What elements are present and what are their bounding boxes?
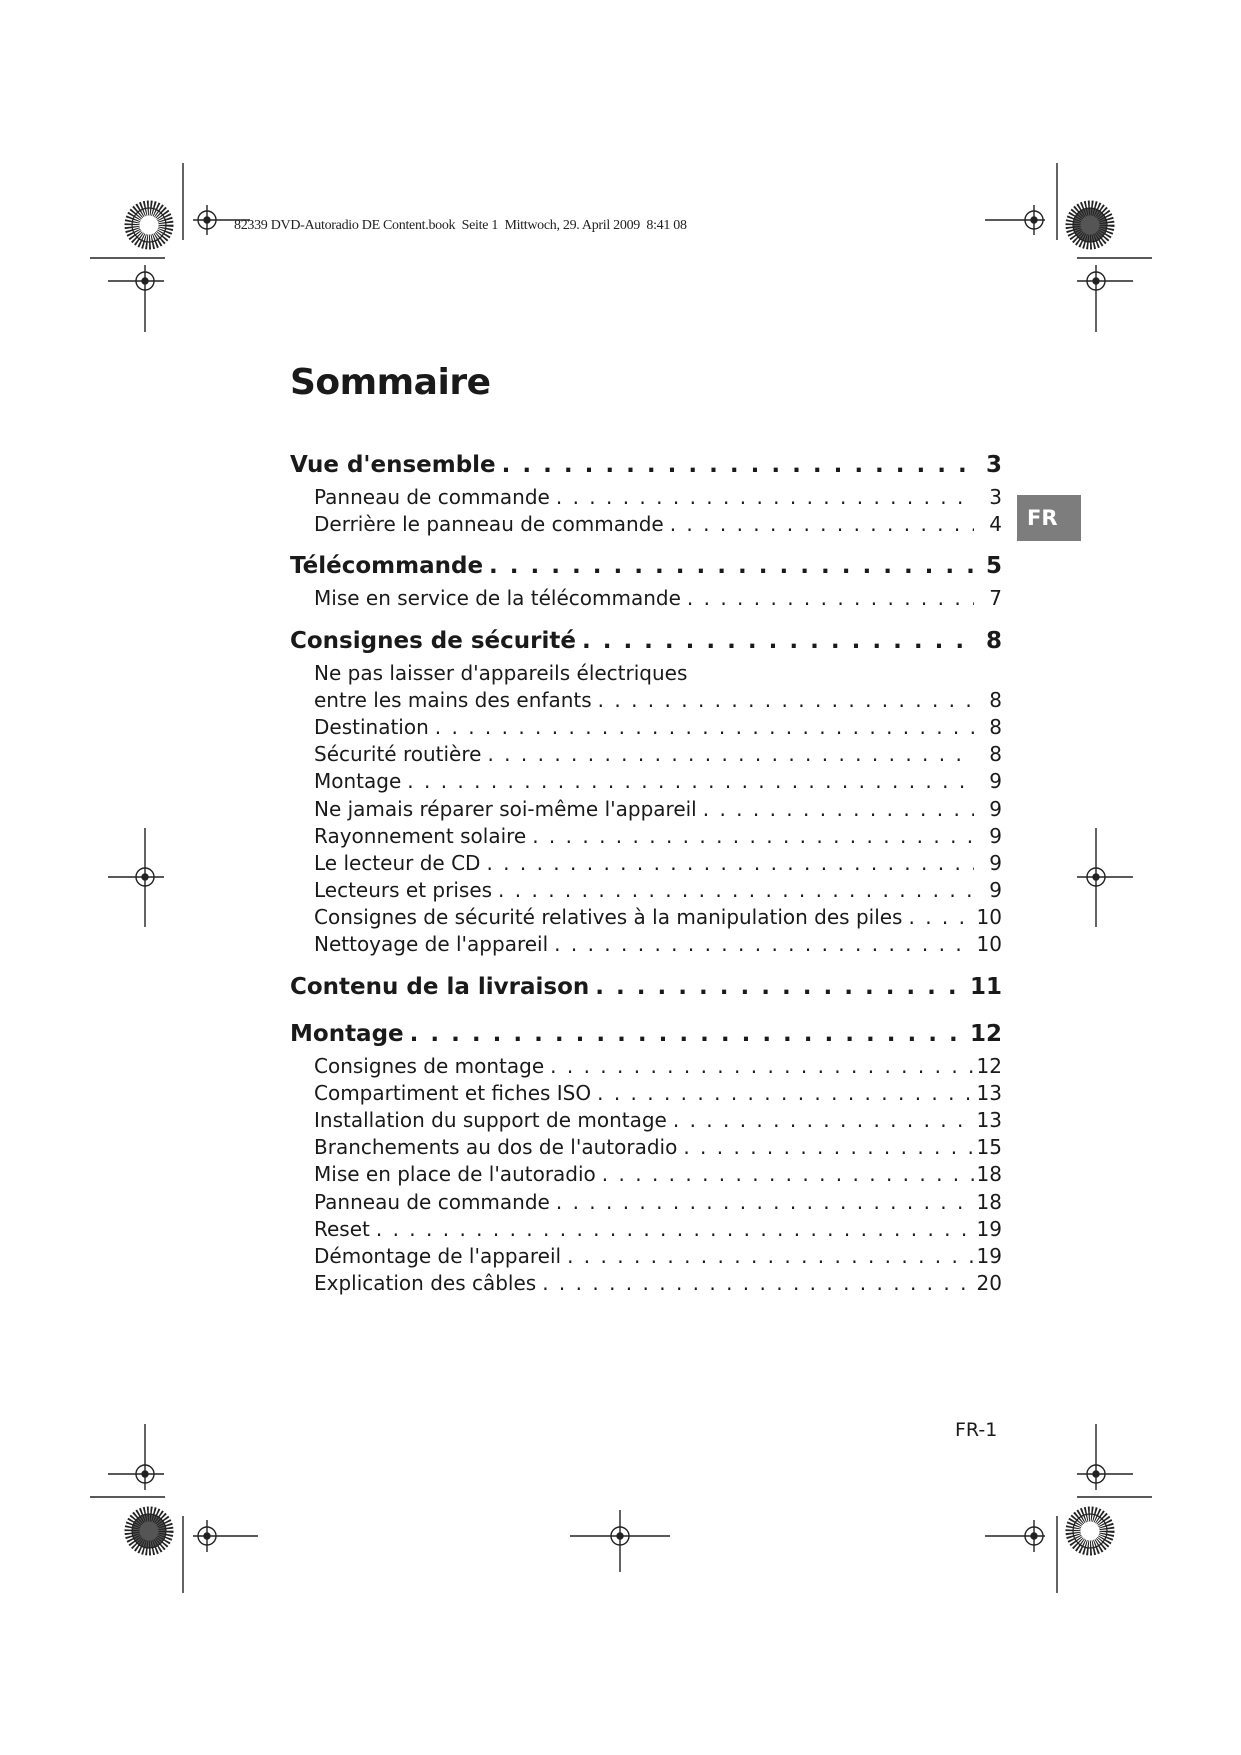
toc-entry-title: Reset bbox=[314, 1216, 370, 1241]
toc-entry[interactable] bbox=[290, 1162, 1002, 1189]
toc-entry-page: 9 bbox=[989, 850, 1002, 875]
toc-entry-page: 9 bbox=[989, 823, 1002, 848]
toc-entry-title: Vue d'ensemble bbox=[290, 452, 496, 478]
toc-entry-page: 3 bbox=[989, 485, 1002, 509]
toc-entry[interactable] bbox=[290, 512, 1002, 539]
toc-entry-title: Nettoyage de l'appareil bbox=[314, 932, 549, 957]
toc-entry[interactable] bbox=[290, 1054, 1002, 1081]
toc-entry-page: 8 bbox=[989, 714, 1002, 739]
toc-entry-title: Branchements au dos de l'autoradio bbox=[314, 1135, 678, 1160]
toc-entry-title: Rayonnement solaire bbox=[314, 823, 527, 848]
toc-entry-page: 13 bbox=[976, 1080, 1002, 1105]
toc-entry-page: 9 bbox=[989, 796, 1002, 821]
toc-leader-dots bbox=[483, 553, 974, 579]
toc-entry-page: 10 bbox=[976, 905, 1002, 930]
toc-leader-dots bbox=[591, 1081, 974, 1105]
toc-entry-main[interactable] bbox=[290, 628, 1002, 661]
toc-entry[interactable] bbox=[290, 1217, 1002, 1244]
toc-leader-dots bbox=[576, 628, 974, 654]
toc-leader-dots bbox=[667, 1108, 974, 1132]
toc-entry-page: 15 bbox=[976, 1135, 1002, 1160]
toc-entry[interactable] bbox=[290, 1244, 1002, 1271]
toc-entry-page: 20 bbox=[976, 1271, 1002, 1296]
crosshair-icon bbox=[570, 1510, 670, 1572]
toc-entry-title: Explication des câbles bbox=[314, 1271, 537, 1296]
registration-starburst-icon bbox=[132, 1514, 166, 1548]
toc-entry[interactable] bbox=[290, 1108, 1002, 1135]
toc-entry-title: Contenu de la livraison bbox=[290, 973, 590, 1000]
registration-starburst-icon bbox=[1073, 208, 1107, 242]
toc-entry[interactable] bbox=[290, 742, 1002, 769]
toc-entry-page: 12 bbox=[976, 1053, 1002, 1078]
crosshair-icon bbox=[1077, 828, 1133, 927]
crosshair-icon bbox=[108, 828, 164, 927]
toc-entry-title-continued: entre les mains des enfants bbox=[314, 687, 592, 712]
toc-entry-page: 19 bbox=[976, 1243, 1002, 1268]
crosshair-icon bbox=[193, 1520, 258, 1552]
page-number: FR-1 bbox=[955, 1419, 998, 1441]
toc-entry-title: Mise en place de l'autoradio bbox=[314, 1162, 596, 1187]
toc-section bbox=[290, 452, 1002, 539]
toc-entry-main[interactable] bbox=[290, 452, 1002, 485]
toc-entry-title: Ne pas laisser d'appareils électriques bbox=[314, 660, 688, 685]
toc-entry[interactable] bbox=[290, 715, 1002, 742]
toc-leader-dots bbox=[544, 1054, 974, 1078]
language-tab: FR bbox=[1017, 495, 1081, 541]
toc-leader-dots bbox=[589, 974, 970, 1000]
toc-entry[interactable] bbox=[290, 485, 1002, 512]
crosshair-icon bbox=[1077, 265, 1133, 332]
toc-entry-page: 8 bbox=[989, 742, 1002, 767]
toc-entry[interactable] bbox=[290, 688, 1002, 715]
toc-entry[interactable] bbox=[290, 1081, 1002, 1108]
toc-entry[interactable] bbox=[290, 824, 1002, 851]
toc-entry-title: Derrière le panneau de commande bbox=[314, 512, 664, 537]
toc-entry-first-line[interactable] bbox=[290, 661, 1002, 688]
toc-entry-page: 7 bbox=[989, 586, 1002, 611]
toc-leader-dots bbox=[429, 715, 974, 739]
toc-entry-title: Installation du support de montage bbox=[314, 1108, 667, 1132]
toc-entry-title: Lecteurs et prises bbox=[314, 878, 493, 903]
toc-entry-title: Mise en service de la télécommande bbox=[314, 586, 681, 611]
toc-entry-page: 12 bbox=[969, 1020, 1002, 1047]
page-title: Sommaire bbox=[290, 362, 491, 403]
toc-section bbox=[290, 553, 1002, 613]
toc-entry[interactable] bbox=[290, 797, 1002, 824]
toc-leader-dots bbox=[681, 586, 974, 610]
toc-leader-dots bbox=[902, 905, 974, 929]
toc-entry[interactable] bbox=[290, 1271, 1002, 1298]
print-header: 82339 DVD-Autoradio DE Content.book Seite 1 Mittwoch, 29. April 2009 8:41 08 bbox=[234, 218, 687, 233]
table-of-contents bbox=[290, 452, 1002, 1312]
toc-entry[interactable] bbox=[290, 905, 1002, 932]
toc-leader-dots bbox=[677, 1135, 974, 1159]
toc-entry-page: 9 bbox=[989, 878, 1002, 903]
toc-section bbox=[290, 974, 1002, 1007]
crosshair-icon bbox=[985, 1520, 1045, 1552]
toc-leader-dots bbox=[481, 742, 974, 766]
toc-entry-title: Consignes de sécurité relatives à la manipulation des piles bbox=[314, 905, 903, 930]
crosshair-icon bbox=[1077, 1424, 1133, 1490]
toc-leader-dots bbox=[404, 1021, 970, 1047]
toc-entry-page: 8 bbox=[989, 687, 1002, 712]
toc-entry-main[interactable] bbox=[290, 974, 1002, 1007]
toc-leader-dots bbox=[697, 797, 974, 821]
toc-entry-title: Ne jamais réparer soi-même l'appareil bbox=[314, 796, 697, 821]
toc-entry-title: Montage bbox=[290, 1020, 404, 1047]
toc-leader-dots bbox=[526, 824, 974, 848]
toc-entry[interactable] bbox=[290, 1135, 1002, 1162]
crosshair-icon bbox=[108, 265, 164, 332]
toc-entry-title: Compartiment et fiches ISO bbox=[314, 1080, 592, 1105]
toc-entry-page: 18 bbox=[976, 1162, 1002, 1187]
toc-entry-page: 9 bbox=[989, 769, 1002, 794]
toc-entry-title: Panneau de commande bbox=[314, 485, 550, 509]
crosshair-icon bbox=[985, 205, 1045, 235]
toc-entry-title: Destination bbox=[314, 714, 429, 739]
toc-entry-title: Le lecteur de CD bbox=[314, 850, 481, 875]
toc-leader-dots bbox=[664, 512, 974, 536]
toc-section bbox=[290, 1021, 1002, 1299]
toc-entry-title: Panneau de commande bbox=[314, 1189, 550, 1214]
toc-entry[interactable] bbox=[290, 932, 1002, 959]
toc-entry-page: 5 bbox=[985, 553, 1002, 580]
toc-entry[interactable] bbox=[290, 769, 1002, 796]
toc-entry-title: Démontage de l'appareil bbox=[314, 1243, 562, 1268]
toc-entry-page: 3 bbox=[985, 452, 1002, 478]
toc-entry-title: Télécommande bbox=[290, 553, 484, 580]
toc-leader-dots bbox=[548, 932, 974, 956]
toc-leader-dots bbox=[550, 1190, 974, 1214]
toc-entry-title: Sécurité routière bbox=[314, 742, 482, 767]
toc-leader-dots bbox=[496, 452, 974, 478]
toc-entry-main[interactable] bbox=[290, 553, 1002, 586]
toc-entry-page: 4 bbox=[989, 512, 1002, 537]
toc-leader-dots bbox=[492, 878, 974, 902]
toc-entry-page: 8 bbox=[985, 627, 1002, 654]
toc-leader-dots bbox=[550, 485, 974, 509]
toc-leader-dots bbox=[480, 851, 974, 875]
toc-leader-dots bbox=[596, 1162, 974, 1186]
toc-entry[interactable] bbox=[290, 1190, 1002, 1217]
toc-entry-title: Consignes de montage bbox=[314, 1053, 545, 1078]
toc-entry[interactable] bbox=[290, 586, 1002, 613]
registration-starburst-icon bbox=[132, 208, 166, 242]
toc-entry-page: 11 bbox=[969, 973, 1002, 1000]
toc-entry-page: 18 bbox=[976, 1189, 1002, 1214]
toc-leader-dots bbox=[401, 769, 974, 793]
toc-entry-page: 19 bbox=[976, 1216, 1002, 1241]
toc-entry-page: 13 bbox=[976, 1108, 1002, 1132]
toc-entry-main[interactable] bbox=[290, 1021, 1002, 1054]
toc-section bbox=[290, 628, 1002, 960]
registration-starburst-icon bbox=[1073, 1514, 1107, 1548]
toc-leader-dots bbox=[370, 1217, 974, 1241]
toc-leader-dots bbox=[561, 1244, 974, 1268]
toc-leader-dots bbox=[592, 688, 974, 712]
toc-entry-title: Consignes de sécurité bbox=[290, 627, 576, 654]
toc-leader-dots bbox=[536, 1271, 974, 1295]
toc-entry-page: 10 bbox=[976, 932, 1002, 957]
crosshair-icon bbox=[108, 1424, 164, 1490]
toc-entry[interactable] bbox=[290, 878, 1002, 905]
toc-entry-title: Montage bbox=[314, 769, 402, 794]
toc-entry[interactable] bbox=[290, 851, 1002, 878]
